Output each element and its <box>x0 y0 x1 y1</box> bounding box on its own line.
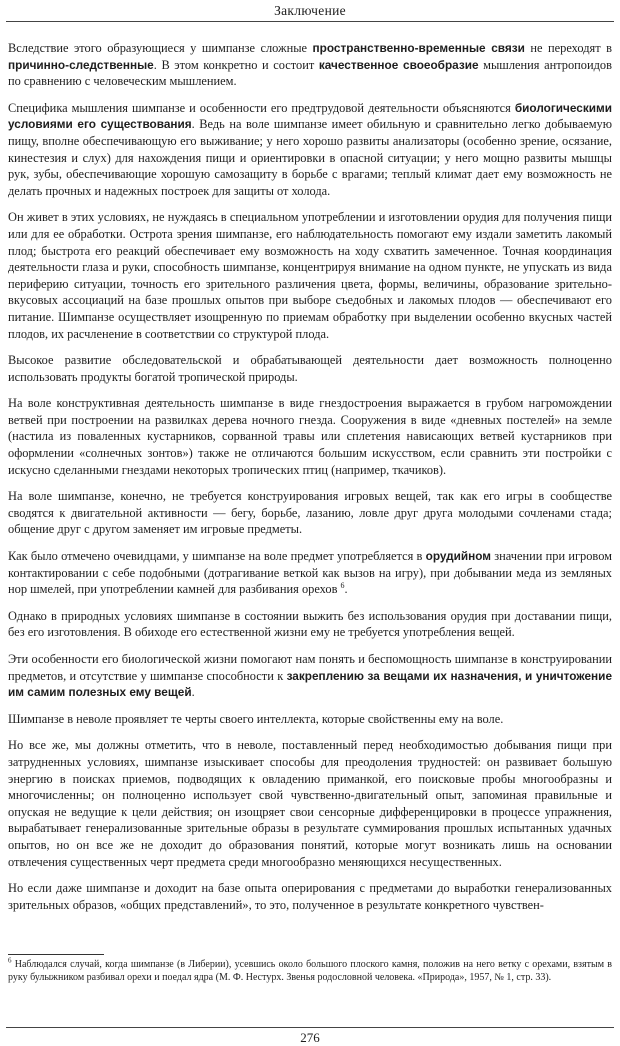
text-run: мышления антропоидов по сравнению с человеческим мышлением. <box>8 57 612 89</box>
paragraph-5: На воле конструктивная деятельность шимпанзе в виде гнездостроения выражается в грубом нагромождении ветвей при построении на развилках дерева ночного гнезда. Сооружения в виде «дневных постелей» на земле (настила из поваленных кустарников, сорванной травы или сплетения нависающих ветвей кустарников при оформлении «солнечных зонтов») также не отличаются большим искусством, если сравнить эти постройки с искусно сделанными гнездами некоторых тропических птиц (например, ткачиков). <box>8 396 612 477</box>
paragraph-1 <box>8 40 612 90</box>
text-run: . Ведь на воле шимпанзе имеет обильную и сравнительно легко добываемую пищу, вполне обеспечивающую его выживание; у него хорошо развиты анализаторы (особенно зрение, осязание, кинестезия и слух) для нахождения пищи и ориентировки в опасной ситуации; у него мощно развиты мышцы рук, зубы, обеспечивающие хорошую самозащиту в борьбе с врагами; теплый климат дает ему возможность не делать прочных и надежных построек для защиты от холода. <box>8 117 613 198</box>
footnote-reference[interactable]: 6 <box>340 581 345 591</box>
paragraph-4: Высокое развитие обследовательской и обрабатывающей деятельности дает возможность полноценно использовать продукты богатой тропической природы. <box>8 353 612 384</box>
footnote <box>8 958 612 984</box>
paragraph-9 <box>8 651 612 701</box>
footnote-text: Наблюдался случай, когда шимпанзе (в Либерии), усевшись около большого плоского камня, положив на него ветку с орехами, взятым в руку булыжником разбивал орехи и поедал ядра (М. Ф. Нестурх. Звенья родословной человека. «Природа», 1957, № 1, стр. 33). <box>8 959 612 984</box>
bold-term: пространственно-временные связи <box>312 41 525 55</box>
page-number: 276 <box>300 1030 320 1045</box>
paragraph-11: Но все же, мы должны отметить, что в неволе, поставленный перед необходимостью добывания пищи при затрудненных условиях, шимпанзе изыскивает способы для преодоления трудностей: он развивает большую энергию в поисках приемов, подводящих к овладению приманкой, его поисковые пробы многообразны и многочисленны; он полноценно использует свой чувственно-двигательный опыт, запоминая правильные и опуская не ведущие к цели действия; он изощряет свои сенсорные дифференцировки в процессе упражнения, вырабатывает генерализованные зрительные образы в результате суммирования прошлых испытанных удачных опытов, но он все же не доходит до образования понятий, которые могут возникать лишь на основании отвлечения существенных черт предмета среди многообразно меняющихся несущественных. <box>8 738 612 869</box>
paragraph-3: Он живет в этих условиях, не нуждаясь в специальном употреблении и изготовлении орудия для получения пищи или для ее обработки. Острота зрения шимпанзе, его наблюдательность помогают ему издали заметить лакомый плод; быстрота его реакций обеспечивает ему возможность на ходу схватить замеченное. Точная координация деятельности глаза и руки, способность шимпанзе, концентрируя внимание на одном пункте, не упускать из вида периферию ситуации, точность его зрительного различения цвета, формы, величины, образование зрительно-вкусовых ассоциаций на базе прошлых опытов при выборе съедобных и лакомых плодов — обеспечивают его питание. Шимпанзе осуществляет изощренную по приемам обработку при выделении особенно вкусных частей плодов, их расчленение в соответствии со структурой плода. <box>8 210 612 341</box>
paragraph-8: Однако в природных условиях шимпанзе в состоянии выжить без использования орудия при доставании пищи, без его изготовления. В обиходе его естественной жизни ему не требуется употребления вещей. <box>8 608 612 640</box>
text-run: . <box>344 582 348 597</box>
paragraph-6: На воле шимпанзе, конечно, не требуется конструирования игровых вещей, так как его игры в сообществе сводятся к двигательной активности — бегу, борьбе, лазанию, ловле друг друга молодыми сочленами стада; общение друг с другом заменяет им игровые предметы. <box>8 489 612 537</box>
text-run: не переходят в <box>524 41 612 55</box>
text-run: Вследствие этого образующиеся у шимпанзе сложные <box>8 41 313 55</box>
running-header <box>0 0 620 22</box>
text-run: значении при игровом контактировании с себе подобными (дотрагивание веткой как вызов на игру), при добывании меда из земляных нор шмелей, при употреблении камней для разбивания орехов <box>8 549 613 597</box>
bold-term: биологическими условиями его существования <box>8 100 612 132</box>
text-run: . В этом конкретно и состоит <box>153 57 319 72</box>
text-run: Как было отмечено очевидцами, у шимпанзе на воле предмет употребляется в <box>8 549 426 564</box>
bold-term: качественное своеобразие <box>318 57 479 72</box>
paragraph-2 <box>8 100 612 200</box>
text-run: Эти особенности его биологической жизни помогают нам понять и беспомощность шимпанзе в конструировании предметов, и отсутствие у шимпанзе способности к <box>8 652 612 683</box>
paragraph-7 <box>8 548 612 598</box>
footnote-marker: 6 <box>8 956 12 965</box>
footer-rule <box>6 1027 614 1028</box>
text-run: Специфика мышления шимпанзе и особенности его предтрудовой деятельности объясняются <box>8 100 515 115</box>
header-rule <box>6 21 614 22</box>
text-run: . <box>191 685 195 700</box>
footnote-rule <box>8 954 104 955</box>
bold-term: закреплению за вещами их назначения, и уничтожение им самим полезных ему вещей <box>8 668 612 700</box>
paragraph-10: Шимпанзе в неволе проявляет те черты своего интеллекта, которые свойственны ему на воле. <box>8 711 504 726</box>
bold-term: причинно-следственные <box>8 57 154 72</box>
header-title: Заключение <box>274 3 346 18</box>
page-content <box>8 40 612 923</box>
bold-term: орудийном <box>425 549 492 564</box>
paragraph-12: Но если даже шимпанзе и доходит на базе опыта оперирования с предметами до выработки генерализованных зрительных образов, «общих представлений», то это, полученное в результате конкретного чувствен- <box>8 881 612 912</box>
